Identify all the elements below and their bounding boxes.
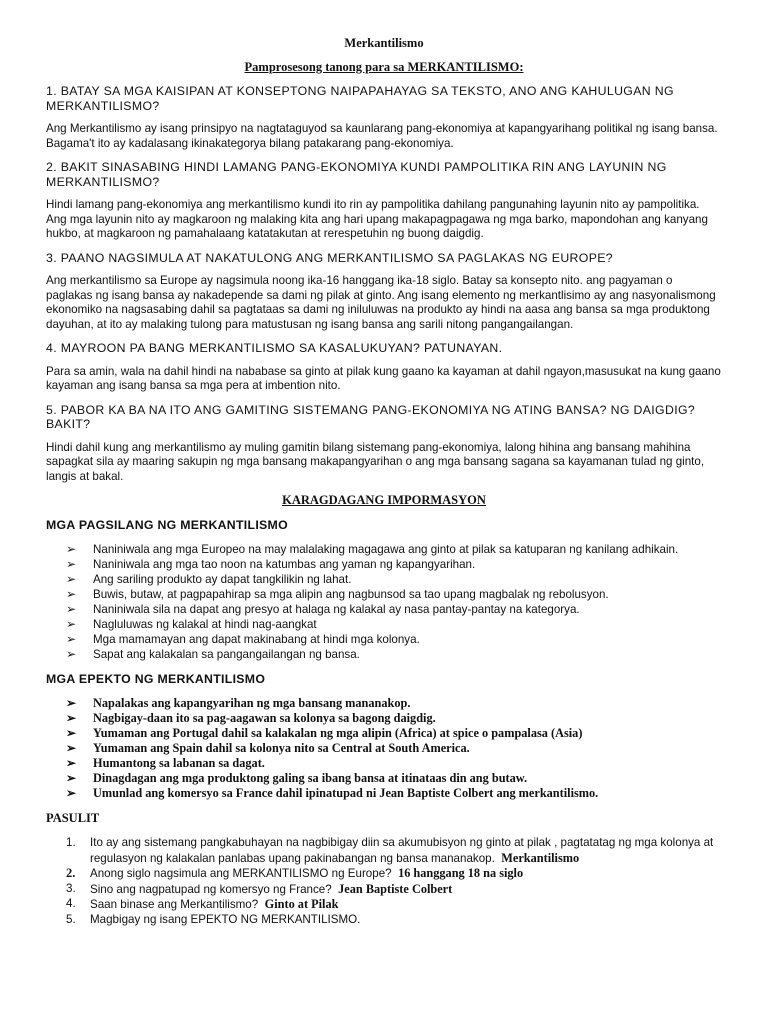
arrowhead-bullet-icon: ➢ [66,647,77,661]
list-item: ➢ Umunlad ang komersyo sa France dahil ipinatupad ni Jean Baptiste Colbert ang merkantilismo. [66,786,599,800]
question-4: 4. MAYROON PA BANG MERKANTILISMO SA KASALUKUYAN? PATUNAYAN. [46,341,503,355]
arrowhead-bullet-icon: ➢ [66,632,77,646]
quiz-number: 5. [66,912,76,926]
answer-4: Para sa amin, wala na dahil hindi na nababase sa ginto at pilak kung gaano ka kayaman at dahil ngayon,masusukat na kung gaano kayaman ang isang bansa sa mga pera at imbention nito. [46,364,721,392]
quiz-answer: Jean Baptiste Colbert [338,881,453,896]
quiz-answer: Ginto at Pilak [264,897,339,911]
list-item: ➢ Humantong sa labanan sa dagat. [66,756,265,770]
quiz-item [66,913,722,928]
arrowhead-bullet-icon: ➢ [66,602,77,616]
answer-2: Hindi lamang pang-ekonomiya ang merkantilismo kundi ito rin ay pampolitika dahilang pangunahing layunin nito ay pampolitika. Ang mga layunin nito ay magkaroon ng malaking kita ang hari upang makapagpagawa ng mga barko, mapondohan ang kanyang hukbo, at magkaroon ng pamahalaang katatakutan at rerespetuhin ng buong daigdig. [46,198,708,240]
document-title: Merkantilismo [344,36,424,50]
quiz-item [66,836,722,866]
pagsilang-list [66,542,722,662]
arrowhead-bullet-icon: ➢ [66,696,77,710]
list-item: ➢ Naniniwala sila na dapat ang presyo at halaga ng kalakal ay nasa pantay-pantay na kategorya. [66,602,580,616]
quiz-item [66,866,722,882]
question-3: 3. PAANO NAGSIMULA AT NAKATULONG ANG MERKANTILISMO SA PAGLAKAS NG EUROPE? [46,250,613,265]
epekto-heading: MGA EPEKTO NG MERKANTILISMO [46,672,266,686]
arrowhead-bullet-icon: ➢ [66,771,77,785]
arrowhead-bullet-icon: ➢ [66,711,77,725]
arrowhead-bullet-icon: ➢ [66,572,77,586]
list-item: ➢ Mga mamamayan ang dapat makinabang at hindi mga kolonya. [66,632,420,646]
document-subtitle: Pamprosesong tanong para sa MERKANTILISMO: [244,60,524,74]
quiz-number: 4. [66,897,76,910]
quiz-question: Sino ang nagpatupad ng komersyo ng France? [90,882,332,896]
list-item: ➢ Nagluluwas ng kalakal at hindi nag-aangkat [66,617,317,631]
arrowhead-bullet-icon: ➢ [66,617,77,631]
arrowhead-bullet-icon: ➢ [66,756,77,770]
quiz-number: 1. [66,836,76,849]
list-item: ➢ Nagbigay-daan ito sa pag-aagawan sa kolonya sa bagong daigdig. [66,711,436,725]
arrowhead-bullet-icon: ➢ [66,542,77,556]
list-item: ➢ Buwis, butaw, at pagpapahirap sa mga alipin ang nagbunsod sa tao upang magbalak ng rebolusyon. [66,587,609,601]
pasulit-list [66,836,722,927]
quiz-item [66,882,722,898]
quiz-question: Ito ay ang sistemang pangkabuhayan na nagbibigay diin sa akumubisyon ng ginto at pilak , pagtatatag ng mga kolonya at regulasyon ng kalakalan panlabas upang pakinabangan ng bansa mananakop. [90,836,714,865]
quiz-item [66,897,722,913]
question-2: 2. BAKIT SINASABING HINDI LAMANG PANG-EKONOMIYA KUNDI PAMPOLITIKA RIN ANG LAYUNIN NG MERKANTILISMO? [46,160,667,189]
question-1: 1. BATAY SA MGA KAISIPAN AT KONSEPTONG NAIPAPAHAYAG SA TEKSTO, ANO ANG KAHULUGAN NG MERKANTILISMO? [46,84,674,113]
pagsilang-heading: MGA PAGSILANG NG MERKANTILISMO [46,518,288,532]
answer-5: Hindi dahil kung ang merkantilismo ay muling gamitin bilang sistemang pang-ekonomiya, lalong hihina ang bansang mahihina sapagkat sila ay maaring sakupin ng mga bansang makapangyarihan o ang mga bansang sagana sa kayamanan tulad ng ginto, langis at bakal. [46,440,705,483]
quiz-question: Magbigay ng isang EPEKTO NG MERKANTILISMO. [90,912,361,926]
arrowhead-bullet-icon: ➢ [66,587,77,601]
question-5: 5. PABOR KA BA NA ITO ANG GAMITING SISTEMANG PANG-EKONOMIYA NG ATING BANSA? NG DAIGDIG? BAKIT? [46,402,696,431]
list-item: ➢ Napalakas ang kapangyarihan ng mga bansang mananakop. [66,696,411,710]
extra-info-title: KARAGDAGANG IMPORMASYON [282,493,486,507]
arrowhead-bullet-icon: ➢ [66,741,77,755]
arrowhead-bullet-icon: ➢ [66,726,77,740]
qa-section [46,84,722,484]
list-item: ➢ Ang sariling produkto ay dapat tangkilikin ng lahat. [66,572,352,586]
quiz-number: 2. [66,866,76,880]
quiz-question: Anong siglo nagsimula ang MERKANTILISMO ng Europe? [90,867,392,880]
list-item: ➢ Sapat ang kalakalan sa pangangailangan ng bansa. [66,647,360,661]
arrowhead-bullet-icon: ➢ [66,786,77,800]
list-item: ➢ Naniniwala ang mga tao noon na katumbas ang yaman ng kapangyarihan. [66,557,476,571]
list-item: ➢ Naniniwala ang mga Europeo na may malalaking magagawa ang ginto at pilak sa katuparan ng kanilang adhikain. [66,542,679,556]
quiz-question: Saan binase ang Merkantilismo? [90,898,259,911]
quiz-number: 3. [66,881,76,895]
answer-3: Ang merkantilismo sa Europe ay nagsimula noong ika-16 hanggang ika-18 siglo. Batay sa konsepto nito. ang pagyaman o paglakas ng isang bansa ay nakadepende sa dami ng pilak at ginto. Ang isang elemento ng merkantlisimo ay ang nasyonalismong ekonomiko na nagsasabing dahil sa pagtataas sa dami ng iniluluwas na produkto ay hindi na aasa ang bansa sa mga produktong dayuhan, at ito ay malaking tulong para matustusan ng isang bansa ang sarili nitong pangangailangan. [46,274,716,331]
list-item: ➢ Yumaman ang Spain dahil sa kolonya nito sa Central at South America. [66,741,470,755]
list-item: ➢ Yumaman ang Portugal dahil sa kalakalan ng mga alipin (Africa) at spice o pampalasa (Asia) [66,726,583,740]
epekto-list [66,696,722,801]
pasulit-heading: PASULIT [46,811,100,825]
quiz-answer: Merkantilismo [501,850,580,865]
arrowhead-bullet-icon: ➢ [66,557,77,571]
answer-1: Ang Merkantilismo ay isang prinsipyo na nagtataguyod sa kaunlarang pang-ekonomiya at kapangyarihang politikal ng isang bansa. Bagama't ito ay kadalasang ikinakategorya bilang patakarang pang-ekonomiya. [46,122,718,150]
quiz-answer: 16 hanggang 18 na siglo [398,866,524,880]
list-item: ➢ Dinagdagan ang mga produktong galing sa ibang bansa at itinataas din ang butaw. [66,771,528,785]
